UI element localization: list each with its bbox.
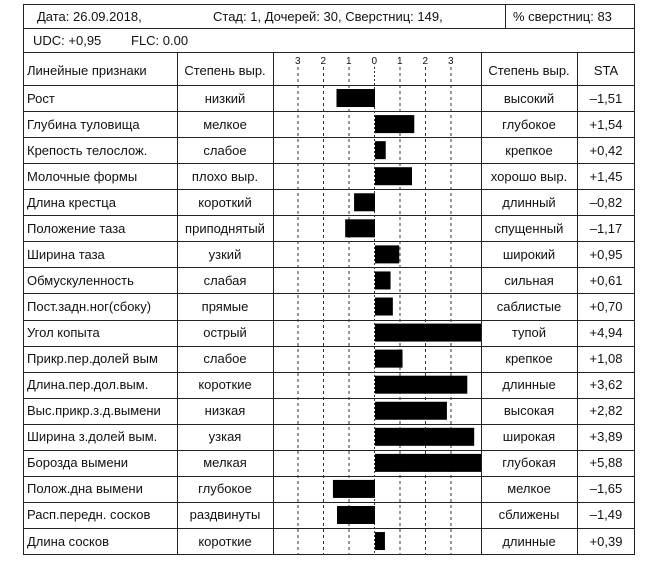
trait-low-degree: острый [203,325,247,341]
trait-high-degree: спущенный [494,220,564,236]
column-header-degree-low: Степень выр. [184,62,266,78]
trait-bar [336,89,375,107]
axis-tick-label: 1 [346,56,352,67]
trait-high-degree: мелкое [507,481,551,497]
trait-low-degree: глубокое [198,481,252,497]
trait-high-degree: сближены [498,507,560,523]
trait-name: Ширина таза [27,246,105,262]
trait-name: Выс.прикр.з.д.вымени [27,403,161,419]
trait-name: Прикр.пер.долей вым [27,351,158,367]
trait-bar [375,324,481,342]
trait-low-degree: короткие [198,533,252,549]
trait-sta-value: +1,45 [589,168,623,184]
trait-sta-value: +5,88 [589,455,623,471]
trait-sta-value: +4,94 [589,325,623,341]
trait-name: Угол копыта [27,325,100,341]
trait-name: Расп.передн. сосков [27,507,151,523]
column-header-degree-high: Степень выр. [488,62,570,78]
header-row-indices [23,29,635,53]
axis-tick-label: 1 [397,56,403,67]
trait-bar [375,245,399,263]
trait-sta-value: +0,95 [589,246,623,262]
trait-bar [345,219,375,237]
header-udc: UDC: +0,95 [33,33,102,48]
trait-high-degree: саблистые [496,298,562,314]
trait-low-degree: слабое [203,351,247,367]
trait-bar [375,350,403,368]
trait-name: Пост.задн.ног(сбоку) [27,298,152,314]
trait-low-degree: приподнятый [185,220,265,236]
axis-tick-label: 3 [448,56,454,67]
trait-sta-value: +2,82 [589,403,623,419]
trait-name: Обмускуленность [27,272,134,288]
trait-bar [375,532,385,550]
trait-high-degree: длинный [502,194,556,210]
trait-name: Положение таза [27,220,126,236]
trait-high-degree: высокий [503,90,555,106]
column-header-sta: STA [593,62,619,78]
trait-high-degree: длинные [502,377,556,393]
linear-traits-chart [273,53,481,555]
trait-bar [375,298,393,316]
trait-high-degree: глубокая [502,455,556,471]
trait-high-degree: высокая [503,403,555,419]
header-peer-percent: % сверстниц: 83 [513,8,612,24]
trait-bar [375,376,467,394]
trait-high-degree: крепкое [505,351,553,367]
trait-sta-value: +0,42 [589,142,623,158]
trait-low-degree: узкая [208,429,242,445]
header-date: Дата: 26.09.2018, [37,8,142,24]
trait-name: Борозда вымени [27,455,129,471]
trait-low-degree: короткие [198,377,252,393]
trait-low-degree: раздвинуты [189,507,261,523]
trait-sta-value: –1,51 [589,90,623,106]
trait-bar [375,271,391,289]
trait-name: Длина.пер.дол.вым. [27,377,149,393]
trait-high-degree: сильная [504,272,554,288]
trait-high-degree: тупой [511,325,547,341]
trait-name: Глубина туловища [27,116,140,132]
trait-low-degree: узкий [208,246,242,262]
trait-sta-value: +1,54 [589,116,623,132]
trait-low-degree: мелкое [203,116,247,132]
trait-bar [375,115,414,133]
trait-sta-value: –1,17 [589,220,623,236]
trait-bar [333,480,375,498]
trait-sta-value: +3,89 [589,429,623,445]
header-separator [505,4,506,28]
trait-name: Ширина з.долей вым. [27,429,158,445]
header-flc: FLC: 0.00 [131,33,189,48]
trait-high-degree: широкий [502,246,556,262]
trait-bar [375,454,481,472]
trait-high-degree: широкая [502,429,556,445]
trait-high-degree: длинные [502,533,556,549]
axis-tick-label: 2 [320,56,327,67]
axis-tick-label: 0 [371,56,378,67]
axis-tick-label: 2 [422,56,429,67]
trait-sta-value: +3,62 [589,377,623,393]
trait-high-degree: глубокое [502,116,556,132]
trait-low-degree: слабая [203,272,247,288]
trait-sta-value: –1,49 [589,507,623,523]
trait-low-degree: слабое [203,142,247,158]
trait-low-degree: короткий [198,194,252,210]
trait-bar [375,428,474,446]
trait-low-degree: мелкая [203,455,247,471]
trait-high-degree: крепкое [505,142,553,158]
trait-sta-value: +0,39 [589,533,623,549]
trait-sta-value: +1,08 [589,351,623,367]
trait-sta-value: +0,61 [589,272,623,288]
trait-sta-value: +0,70 [589,298,623,314]
trait-name: Полож.дна вымени [27,481,143,497]
trait-low-degree: низкий [204,90,246,106]
trait-bar [375,402,447,420]
header-herds: Стад: 1, Дочерей: 30, Сверстниц: 149, [213,8,443,24]
trait-sta-value: –1,65 [589,481,623,497]
trait-name: Крепость телослож. [27,142,148,158]
trait-low-degree: низкая [204,403,246,419]
trait-bar [354,193,375,211]
trait-sta-value: –0,82 [589,194,623,210]
trait-name: Рост [27,90,55,106]
trait-name: Длина сосков [27,533,110,549]
trait-bar [375,167,412,185]
trait-name: Длина крестца [27,194,116,210]
trait-high-degree: хорошо выр. [490,168,568,184]
axis-tick-label: 3 [295,56,301,67]
trait-bar [337,506,375,524]
trait-low-degree: плохо выр. [191,168,259,184]
header-row-summary [23,4,635,29]
trait-name: Молочные формы [27,168,138,184]
trait-low-degree: прямые [201,298,249,314]
column-header-traits: Линейные признаки [27,62,147,78]
trait-bar [375,141,386,159]
